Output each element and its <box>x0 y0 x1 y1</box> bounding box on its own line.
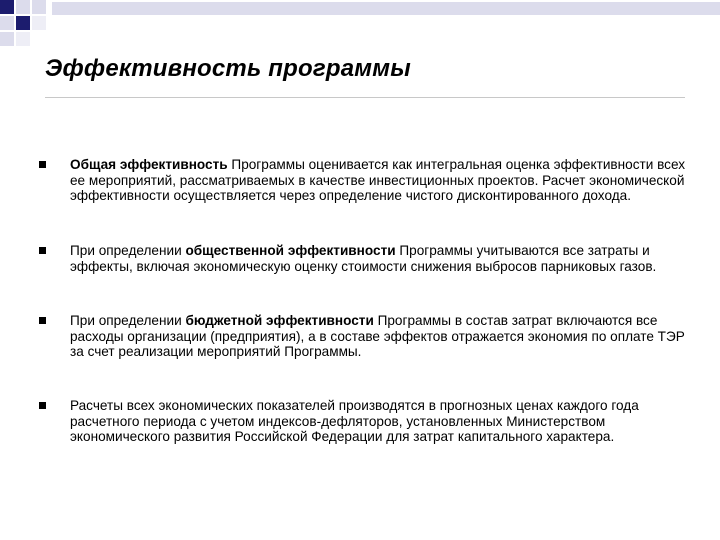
bullet-square-icon <box>39 161 46 168</box>
bullet-bold-term: Общая эффективность <box>70 157 228 172</box>
bullet-bold-term: общественной эффективности <box>185 243 396 258</box>
slide-title: Эффективность программы <box>45 55 411 82</box>
decor-square <box>32 0 46 14</box>
decor-square <box>32 16 46 30</box>
decor-square <box>16 0 30 14</box>
bullet-square-icon <box>39 247 46 254</box>
title-divider <box>45 97 685 98</box>
decor-square <box>0 0 14 14</box>
bullet-text: При определении бюджетной эффективности Программы в состав затрат включаются все расходы организации (предприятия), а в составе эффектов отражается экономия по оплате ТЭР за счет реализации мероприятий Программы. <box>70 313 685 360</box>
header-decoration <box>0 0 720 60</box>
bullet-text: Общая эффективность Программы оценивается как интегральная оценка эффективности всех ее мероприятий, рассматриваемых в качестве инвестиционных проектов. Расчет экономической эффективности осуществляется через определение чистого дисконтированного дохода. <box>70 157 686 204</box>
decor-square <box>16 16 30 30</box>
bullet-text: Расчеты всех экономических показателей производятся в прогнозных ценах каждого года расчетного периода с учетом индексов-дефляторов, установленных Министерством экономического развития Российской Федерации для затрат капитального характера. <box>70 398 639 445</box>
decor-square <box>0 32 14 46</box>
decor-square <box>16 32 30 46</box>
decor-square <box>0 16 14 30</box>
bullet-square-icon <box>39 317 46 324</box>
bullet-bold-term: бюджетной эффективности <box>185 313 374 328</box>
decor-bar <box>52 2 720 15</box>
bullet-text: При определении общественной эффективности Программы учитываются все затраты и эффекты, включая экономическую оценку стоимости снижения выбросов парниковых газов. <box>70 243 657 274</box>
bullet-square-icon <box>39 402 46 409</box>
